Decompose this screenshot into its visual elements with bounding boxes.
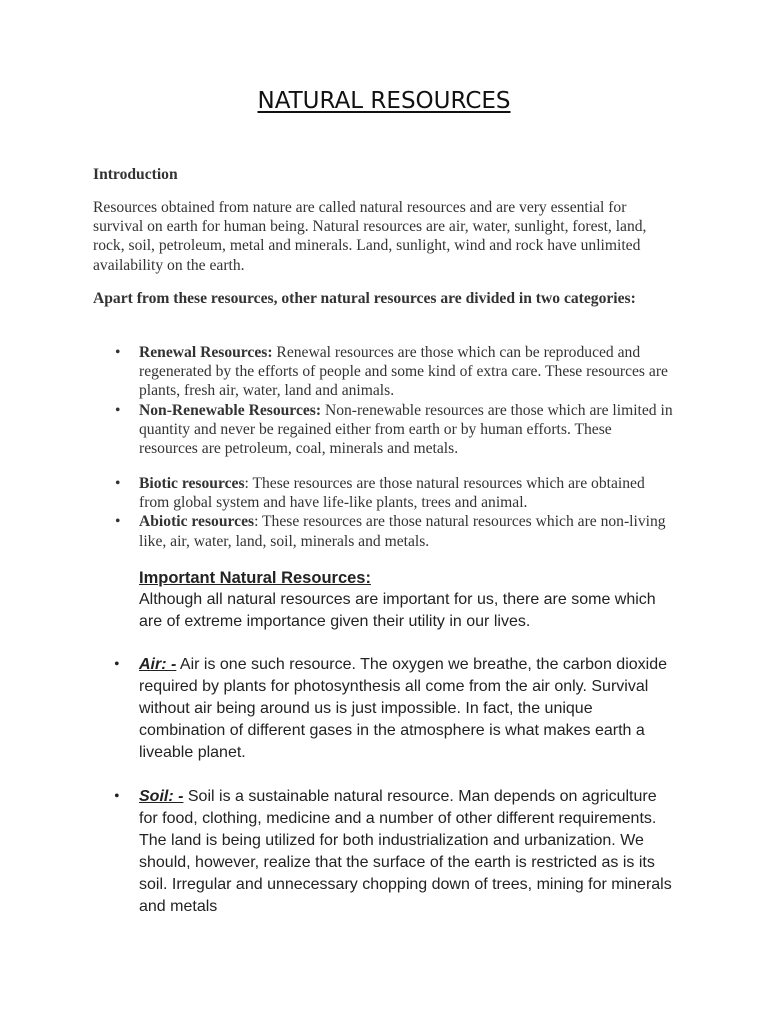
term-non-renewable: Non-Renewable Resources: bbox=[139, 401, 322, 419]
intro-paragraph: Resources obtained from nature are called natural resources and are very essential for survival on earth for human being. Natural resources are air, water, sunlight, forest, land, rock, soil, petroleum, metal and minerals. Land, sunlight, wind and rock have unlimited availability on the earth. bbox=[93, 199, 647, 274]
text-non-renewable: Non-renewable resources are those which are limited in quantity and never be regained either from earth or by human efforts. These resources are petroleum, coal, minerals and metals. bbox=[139, 401, 673, 458]
list-item-biotic bbox=[0, 474, 674, 512]
list-item-soil bbox=[0, 786, 674, 918]
list-item-non-renewable bbox=[0, 401, 674, 459]
bullet-icon: • bbox=[115, 475, 121, 492]
text-renewal: Renewal resources are those which can be reproduced and regenerated by the efforts of people and some kind of extra care. These resources are plants, fresh air, water, land and animals. bbox=[139, 344, 668, 400]
text-soil: Soil is a sustainable natural resource. Man depends on agriculture for food, clothing, medicine and a number of other different requirements. The land is being utilized for both industrialization and urbanization. We should, however, realize that the surface of the earth is restricted as is its soil. Irregular and unnecessary chopping down of trees, mining for minerals and metals bbox=[139, 788, 672, 915]
term-air: Air: - bbox=[139, 656, 177, 673]
list-item-renewal bbox=[0, 343, 674, 401]
list-item-air bbox=[0, 654, 674, 764]
bullet-icon: • bbox=[115, 344, 121, 361]
categories-list-2 bbox=[0, 474, 674, 551]
term-renewal: Renewal Resources: bbox=[139, 344, 273, 361]
bullet-icon: • bbox=[114, 788, 120, 805]
term-biotic: Biotic resources bbox=[139, 475, 245, 492]
important-heading: Important Natural Resources: bbox=[139, 569, 371, 587]
term-abiotic: Abiotic resources bbox=[139, 513, 255, 531]
list-item-abiotic bbox=[0, 512, 674, 550]
page-title: NATURAL RESOURCES bbox=[257, 88, 511, 114]
categories-list-1 bbox=[0, 343, 674, 458]
bullet-icon: • bbox=[114, 656, 120, 673]
categories-heading: Apart from these resources, other natural resources are divided in two categories: bbox=[93, 290, 636, 307]
text-abiotic: : These resources are those natural resources which are non-living like, air, water, land, soil, minerals and metals. bbox=[139, 513, 666, 550]
bullet-icon: • bbox=[115, 513, 121, 531]
bullet-icon: • bbox=[115, 401, 121, 419]
term-soil: Soil: - bbox=[139, 788, 184, 805]
intro-heading: Introduction bbox=[93, 166, 178, 183]
important-paragraph: Although all natural resources are important for us, there are some which are of extreme importance given their utility in our lives. bbox=[139, 591, 656, 630]
text-biotic: : These resources are those natural resources which are obtained from global system and have life-like plants, trees and animal. bbox=[139, 475, 645, 512]
text-air: Air is one such resource. The oxygen we breathe, the carbon dioxide required by plants for photosynthesis all come from the air only. Survival without air being around us is just impossible. In fact, the unique combination of different gases in the atmosphere is what makes earth a liveable planet. bbox=[139, 656, 667, 761]
important-list bbox=[0, 654, 674, 940]
